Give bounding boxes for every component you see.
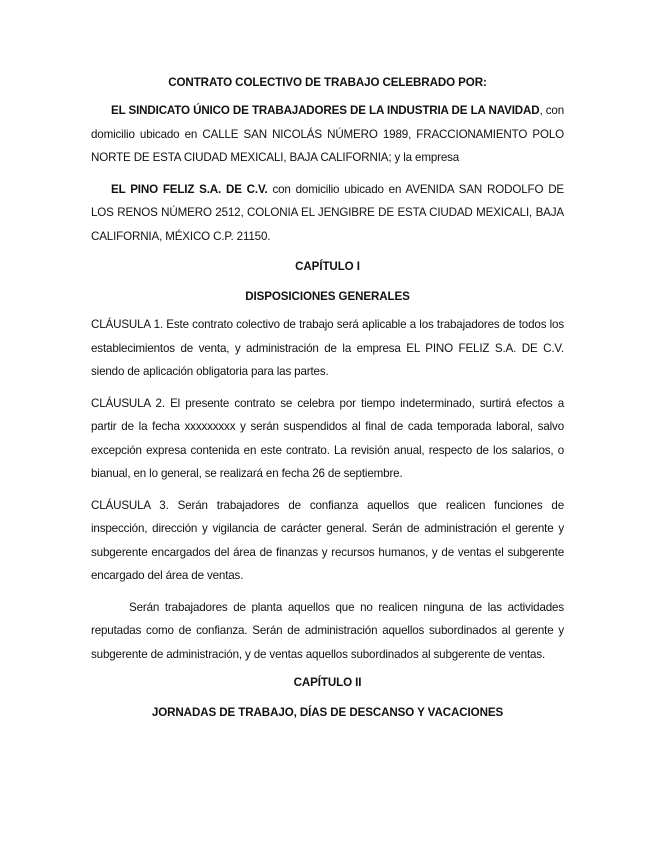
- clause-2: CLÁUSULA 2. El presente contrato se celebra por tiempo indeterminado, surtirá efectos a partir de la fecha xxxxxxxxx y serán suspendidos al final de cada temporada laboral, salvo excepción expresa contenida en este contrato. La revisión anual, respecto de los salarios, o bianual, en lo general, se realizará en fecha 26 de septiembre.: [91, 396, 564, 480]
- chapter-1-heading: CAPÍTULO I: [295, 260, 360, 273]
- chapter-2-heading: CAPÍTULO II: [293, 676, 362, 689]
- chapter-1-title: DISPOSICIONES GENERALES: [245, 290, 410, 303]
- party-company-paragraph: [91, 178, 564, 249]
- chapter-2-title: JORNADAS DE TRABAJO, DÍAS DE DESCANSO Y VACACIONES: [151, 706, 504, 719]
- union-address: , con domicilio ubicado en CALLE SAN NICOLÁS NÚMERO 1989, FRACCIONAMIENTO POLO NORTE DE ESTA CIUDAD MEXICALI, BAJA CALIFORNIA; y la empresa: [91, 104, 564, 164]
- document-title: CONTRATO COLECTIVO DE TRABAJO CELEBRADO POR:: [168, 76, 487, 89]
- union-name: EL SINDICATO ÚNICO DE TRABAJADORES DE LA INDUSTRIA DE LA NAVIDAD: [111, 104, 540, 117]
- company-name: EL PINO FELIZ S.A. DE C.V.: [111, 182, 268, 196]
- clause-3: CLÁUSULA 3. Serán trabajadores de confianza aquellos que realicen funciones de inspección, dirección y vigilancia de carácter general. Serán de administración el gerente y subgerente encargados del área de finanzas y recursos humanos, y de ventas el subgerente encargado del área de ventas.: [91, 498, 564, 582]
- company-address: con domicilio ubicado en AVENIDA SAN RODOLFO DE LOS RENOS NÚMERO 2512, COLONIA EL JENGIBRE DE ESTA CIUDAD MEXICALI, BAJA CALIFORNIA, MÉXICO C.P. 21150.: [91, 182, 564, 243]
- clause-3-continuation: Serán trabajadores de planta aquellos que no realicen ninguna de las actividades reputadas como de confianza. Serán de administración aquellos subordinados al gerente y subgerente de administración, y de ventas aquellos subordinados al subgerente de ventas.: [91, 600, 564, 661]
- party-union-paragraph: [91, 99, 564, 170]
- clause-1: CLÁUSULA 1. Este contrato colectivo de trabajo será aplicable a los trabajadores de todos los establecimientos de venta, y administración de la empresa EL PINO FELIZ S.A. DE C.V. siendo de aplicación obligatoria para las partes.: [91, 318, 564, 378]
